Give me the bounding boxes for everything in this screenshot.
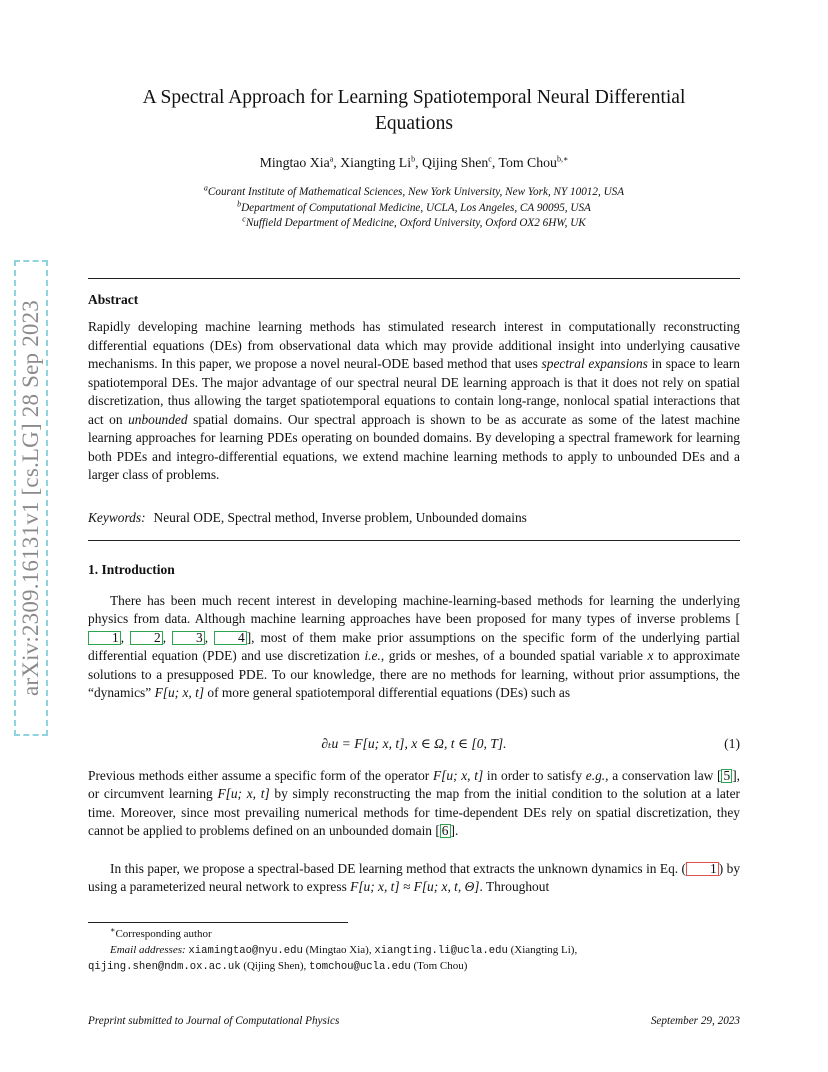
keywords: [88, 510, 740, 526]
intro-paragraph-2: Previous methods either assume a specific form of the operator F[u; x, t] in order to satisfy e.g., a conservation law [ 5 ], or circumvent learning F[u; x, t] by simply reconstructing the map from the initial condition to the solution at a later time. Moreover, since most prevailing numerical methods for time-dependent DEs rely on spatial discretization, they cannot be applied to problems defined on an unbounded domain [ 6 ].: [88, 768, 741, 839]
footer-journal: Preprint submitted to Journal of Computational Physics: [88, 1015, 340, 1027]
abstract-top-rule: [88, 278, 740, 279]
author: Mingtao Xia$^a$: [259, 154, 334, 170]
equation-body: ∂ₜu = F[u; x, t], x ∈ Ω, t ∈ [0, T].: [321, 736, 507, 751]
footnote-emails: Email addresses: xiamingtao@nyu.edu (Mingtao Xia), xiangting.li@ucla.edu (Xiangting Li),: [110, 943, 578, 957]
arxiv-id[interactable]: arXiv:2309.16131v1 [cs.LG] 28 Sep 2023: [18, 300, 43, 696]
abstract-heading: Abstract: [88, 292, 139, 307]
affiliation: $^c$Nuffield Department of Medicine, Oxford University, Oxford OX2 6HW, UK: [242, 214, 586, 229]
footer-date: September 29, 2023: [650, 1015, 740, 1027]
intro-paragraph-3: In this paper, we propose a spectral-based DE learning method that extracts the unknown dynamics in Eq. ( 1 ) by using a parameterized neural network to express F[u; x, t] ≈ F[u; x, t, Θ]. Throughout: [88, 861, 741, 895]
author: Qijing Shen$^c$: [421, 154, 492, 170]
email-link[interactable]: tomchou@ucla.edu: [309, 961, 411, 973]
equation-number: (1): [724, 736, 740, 751]
abstract-text: Rapidly developing machine learning methods has stimulated research interest in computationally reconstructing differential equations (DEs) from observational data which may provide additional insight into underlying causative mechanisms. In this paper, we propose a novel neural-ODE based method that uses spectral expansions in space to learn spatiotemporal DEs. The major advantage of our spectral neural DE learning approach is that it does not rely on spatial discretization, thus allowing the target spatiotemporal equations to contain long-range, nonlocal spatial interactions that act on unbounded spatial domains. Our spectral approach is shown to be as accurate as some of the latest machine learning approaches for learning PDEs operating on bounded domains. By developing a spectral framework for learning both PDEs and integro-differential equations, we extend machine learning methods to apply to unbounded DEs and a larger class of problems.: [88, 319, 740, 482]
footnote: [88, 927, 740, 976]
affiliation-list: [88, 185, 740, 232]
arxiv-stamp[interactable]: [14, 260, 48, 736]
citation-link[interactable]: 5: [723, 768, 731, 783]
keywords-label: Keywords:: [88, 510, 146, 525]
email-link[interactable]: xiamingtao@nyu.edu: [188, 944, 303, 957]
equation-ref-link[interactable]: 1: [686, 862, 719, 876]
section-heading-introduction: 1. Introduction: [88, 562, 175, 577]
citation-link[interactable]: 2: [130, 631, 163, 645]
title-line-1: A Spectral Approach for Learning Spatiotemporal Neural Differential: [142, 87, 686, 108]
citation-link[interactable]: 3: [172, 631, 205, 645]
footnote-rule: [88, 922, 348, 923]
footnote-emails-cont: qijing.shen@ndm.ox.ac.uk (Qijing Shen), tomchou@ucla.edu (Tom Chou): [88, 960, 468, 973]
paper-title: [100, 85, 728, 137]
email-link[interactable]: qijing.shen@ndm.ox.ac.uk: [88, 961, 241, 973]
citation-link[interactable]: 6: [441, 823, 449, 839]
affiliation: $^a$Courant Institute of Mathematical Sciences, New York University, New York, NY 10012, USA: [203, 183, 625, 198]
author: Tom Chou$^{b,∗}$: [498, 154, 569, 170]
affiliation: $^b$Department of Computational Medicine, UCLA, Los Angeles, CA 90095, USA: [237, 198, 591, 214]
citation-link[interactable]: 1: [88, 631, 121, 645]
keywords-text: Neural ODE, Spectral method, Inverse problem, Unbounded domains: [153, 510, 527, 525]
author: Xiangting Li$^b$: [340, 154, 416, 170]
equation-1: [88, 736, 740, 752]
email-link[interactable]: xiangting.li@ucla.edu: [374, 944, 508, 957]
intro-paragraph-1: There has been much recent interest in developing machine-learning-based methods for learning the underlying physics from data. Although machine learning approaches have been proposed for many types of inverse problems [1 , 2 , 3 , 4 ], most of them make prior assumptions on the specific form of the underlying partial differential equation (PDE) and use discretization i.e., grids or meshes, of a bounded spatial variable x to approximate solutions to a presupposed PDE. To our knowledge, there are no methods for learning, without prior assumptions, the “dynamics” F[u; x, t] of more general spatiotemporal differential equations (DEs) such as: [88, 593, 741, 701]
title-line-2: Equations: [375, 113, 453, 134]
abstract-bottom-rule: [88, 540, 740, 541]
footnote-corresponding: ∗Corresponding author: [110, 925, 212, 940]
author-list: Mingtao Xia$^a$, Xiangting Li$^b$, Qijing Shen$^c$, Tom Chou$^{b,∗}$: [259, 154, 569, 170]
citation-link[interactable]: 4: [214, 631, 247, 645]
